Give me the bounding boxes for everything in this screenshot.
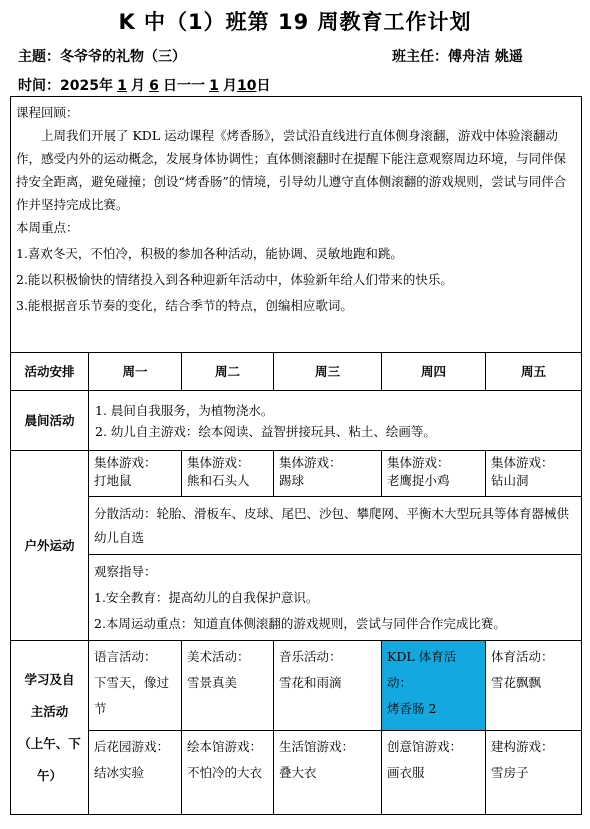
group-game-mon xyxy=(89,451,182,497)
time-end-day: 10 xyxy=(236,78,257,94)
time-start-day-unit: 日一一 xyxy=(162,78,205,94)
activity-type: 音乐活动： xyxy=(279,649,342,664)
activity-type: 建构游戏： xyxy=(491,739,554,754)
study-wed-pm xyxy=(274,731,382,815)
study-fri-am xyxy=(486,641,582,731)
study-fri-pm xyxy=(486,731,582,815)
focus-item-2: 2.能以积极愉快的情绪投入到各种迎新年活动中，体验新年给人们带来的快乐。 xyxy=(16,272,453,287)
activity-name: 烤香肠 2 xyxy=(387,701,437,716)
study-thu-pm xyxy=(382,731,486,815)
study-tue-pm xyxy=(182,731,274,815)
outdoor-games-row xyxy=(11,451,582,497)
theme-line xyxy=(18,46,186,66)
header-cell-schedule: 活动安排 xyxy=(11,353,89,391)
study-wed-am xyxy=(274,641,382,731)
study-thu-am-highlighted xyxy=(382,641,486,731)
review-cell xyxy=(11,97,582,353)
activity-type: KDL 体育活动： xyxy=(387,649,457,690)
activity-name: 不怕冷的大衣 xyxy=(187,765,263,780)
teacher-value: 傅舟洁 姚遥 xyxy=(448,49,523,65)
morning-content xyxy=(89,391,582,451)
page-title: K 中（1）班第 19 周教育工作计划 xyxy=(118,10,472,34)
activity-type: 体育活动： xyxy=(491,649,554,664)
outdoor-label: 户外运动 xyxy=(11,451,89,641)
activity-name: 雪花和雨滴 xyxy=(279,675,342,690)
time-start-day: 6 xyxy=(149,78,159,94)
activity-name: 雪房子 xyxy=(491,765,529,780)
activity-type: 绘本馆游戏： xyxy=(187,739,263,754)
outdoor-guidance-row xyxy=(11,555,582,641)
review-text: 上周我们开展了 KDL 运动课程《烤香肠》，尝试沿直线进行直体侧身滚翻，游戏中体验滚翻动作，感受内外的运动概念，发展身体协调性；直体侧滚翻时在提醒下能注意观察周边环境，与同伴保持安全距离，避免碰撞；创设“烤香肠”的情境，引导幼儿遵守直体侧滚翻的游戏规则，尝试与同伴合作并坚持完成比赛。 xyxy=(16,128,567,212)
header-cell-thu: 周四 xyxy=(382,353,486,391)
group-game-fri xyxy=(486,451,582,497)
morning-row xyxy=(11,391,582,451)
activity-name: 雪景真美 xyxy=(187,675,238,690)
teacher-line xyxy=(392,46,523,66)
study-label-line: 午） xyxy=(36,767,62,783)
group-game-name: 钻山洞 xyxy=(491,473,529,488)
time-end-day-unit: 日 xyxy=(256,78,271,94)
study-label-line: （上午、下 xyxy=(18,735,81,751)
theme-label: 主题： xyxy=(18,49,60,65)
time-year: 2025年 xyxy=(60,78,113,94)
activity-name: 结冰实验 xyxy=(94,765,145,780)
activity-type: 创意馆游戏： xyxy=(387,739,463,754)
group-game-name: 踢球 xyxy=(279,473,305,488)
guidance-heading: 观察指导： xyxy=(94,564,157,579)
scattered-activity: 分散活动：轮胎、滑板车、皮球、尾巴、沙包、攀爬网、平衡木大型玩具等体育器械供幼儿自选 xyxy=(89,497,582,555)
header-cell-fri: 周五 xyxy=(486,353,582,391)
header-row xyxy=(11,353,582,391)
review-row xyxy=(11,97,582,353)
study-mon-pm xyxy=(89,731,182,815)
guidance-item-1: 1.安全教育：提高幼儿的自我保护意识。 xyxy=(94,590,319,605)
study-label-line: 主活动 xyxy=(30,703,69,719)
study-row-1 xyxy=(11,641,582,731)
activity-type: 语言活动： xyxy=(94,649,157,664)
date-line xyxy=(18,75,270,95)
study-label-line: 学习及自 xyxy=(24,671,75,687)
study-mon-am xyxy=(89,641,182,731)
header-cell-mon: 周一 xyxy=(89,353,182,391)
morning-item-1: 1. 晨间自我服务，为植物浇水。 xyxy=(95,402,274,418)
header-cell-tue: 周二 xyxy=(182,353,274,391)
study-row-2 xyxy=(11,731,582,815)
activity-name: 雪花飘飘 xyxy=(491,675,542,690)
study-tue-am xyxy=(182,641,274,731)
group-game-label: 集体游戏： xyxy=(187,455,250,470)
time-end-month: 1 xyxy=(209,78,219,94)
time-start-month-unit: 月 xyxy=(130,78,145,94)
time-label: 时间： xyxy=(18,78,60,94)
guidance-item-2: 2.本周运动重点：知道直体侧滚翻的游戏规则，尝试与同伴合作完成比赛。 xyxy=(94,616,506,631)
focus-item-3: 3.能根据音乐节奏的变化，结合季节的特点，创编相应歌词。 xyxy=(16,298,353,313)
group-game-thu xyxy=(382,451,486,497)
morning-item-2: 2. 幼儿自主游戏：绘本阅读、益智拼接玩具、粘土、绘画等。 xyxy=(95,423,436,439)
header-cell-wed: 周三 xyxy=(274,353,382,391)
activity-type: 生活馆游戏： xyxy=(279,739,355,754)
group-game-label: 集体游戏： xyxy=(94,455,157,470)
activity-type: 美术活动： xyxy=(187,649,250,664)
group-game-wed xyxy=(274,451,382,497)
activity-type: 后花园游戏： xyxy=(94,739,170,754)
time-end-month-unit: 月 xyxy=(222,78,237,94)
focus-heading: 本周重点： xyxy=(16,220,79,235)
guidance-cell xyxy=(89,555,582,641)
activity-name: 下雪天，像过节 xyxy=(94,675,170,716)
group-game-label: 集体游戏： xyxy=(491,455,554,470)
activity-name: 画衣服 xyxy=(387,765,425,780)
plan-table xyxy=(10,96,582,815)
activity-name: 叠大衣 xyxy=(279,765,317,780)
morning-label: 晨间活动 xyxy=(11,391,89,451)
group-game-label: 集体游戏： xyxy=(279,455,342,470)
group-game-name: 打地鼠 xyxy=(94,473,132,488)
group-game-tue xyxy=(182,451,274,497)
study-label xyxy=(11,641,89,815)
outdoor-scattered-row xyxy=(11,497,582,555)
focus-item-1: 1.喜欢冬天，不怕冷，积极的参加各种活动，能协调、灵敏地跑和跳。 xyxy=(16,246,403,261)
group-game-name: 老鹰捉小鸡 xyxy=(387,473,450,488)
review-heading: 课程回顾： xyxy=(16,105,79,120)
group-game-name: 熊和石头人 xyxy=(187,473,250,488)
theme-value: 冬爷爷的礼物（三） xyxy=(60,49,186,65)
time-start-month: 1 xyxy=(117,78,127,94)
teacher-label: 班主任： xyxy=(392,49,448,65)
group-game-label: 集体游戏： xyxy=(387,455,450,470)
